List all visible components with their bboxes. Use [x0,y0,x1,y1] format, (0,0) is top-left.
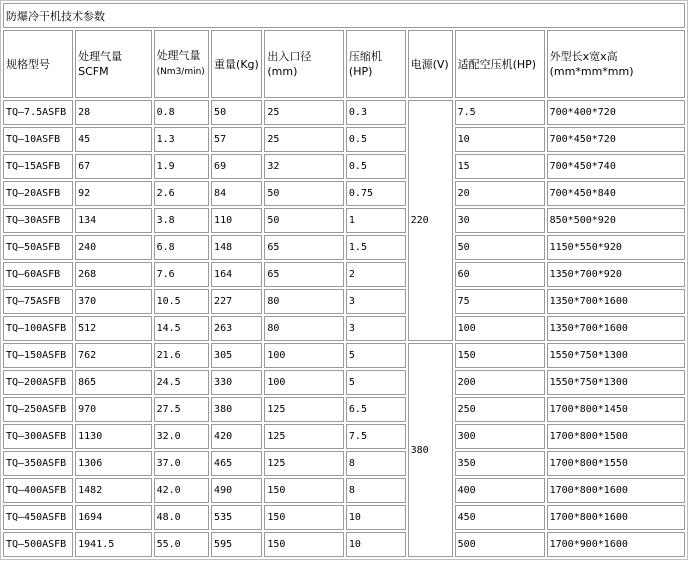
cell-model: TQ—500ASFB [3,532,73,557]
cell-compressor: 3 [346,289,406,314]
cell-compressor: 0.5 [346,154,406,179]
header-flow-scfm [75,30,151,98]
cell-compressor: 8 [346,451,406,476]
cell-compressor: 3 [346,316,406,341]
header-flow-nm3-unit: (Nm3/min) [156,67,205,77]
cell-port-size: 80 [264,316,344,341]
header-flow-nm3-label: 处理气量 [156,49,201,62]
header-flow-scfm-label: 处理气量SCFM [78,50,123,78]
cell-compressor: 5 [346,370,406,395]
cell-flow-scfm: 370 [75,289,151,314]
header-dimensions [547,30,685,98]
cell-model: TQ—300ASFB [3,424,73,449]
cell-flow-nm3: 1.3 [154,127,209,152]
cell-weight: 305 [211,343,262,368]
cell-port-size: 50 [264,208,344,233]
cell-port-size: 125 [264,424,344,449]
cell-flow-scfm: 1306 [75,451,151,476]
cell-air-compressor: 50 [455,235,545,260]
cell-flow-scfm: 1694 [75,505,151,530]
cell-port-size: 65 [264,262,344,287]
cell-compressor: 1 [346,208,406,233]
cell-model: TQ—150ASFB [3,343,73,368]
cell-dimensions: 1700*800*1600 [547,478,685,503]
cell-model: TQ—15ASFB [3,154,73,179]
cell-flow-nm3: 3.8 [154,208,209,233]
cell-flow-nm3: 42.0 [154,478,209,503]
cell-dimensions: 1150*550*920 [547,235,685,260]
table-row [3,127,685,152]
cell-flow-scfm: 92 [75,181,151,206]
cell-compressor: 0.3 [346,100,406,125]
header-row [3,30,685,98]
cell-flow-nm3: 24.5 [154,370,209,395]
cell-model: TQ—250ASFB [3,397,73,422]
cell-weight: 57 [211,127,262,152]
cell-compressor: 0.5 [346,127,406,152]
cell-weight: 535 [211,505,262,530]
cell-dimensions: 700*450*840 [547,181,685,206]
cell-port-size: 80 [264,289,344,314]
cell-port-size: 125 [264,451,344,476]
header-flow-nm3 [154,30,209,98]
cell-dimensions: 850*500*920 [547,208,685,233]
cell-compressor: 8 [346,478,406,503]
cell-flow-nm3: 48.0 [154,505,209,530]
cell-port-size: 150 [264,505,344,530]
cell-weight: 148 [211,235,262,260]
table-row [3,262,685,287]
cell-flow-scfm: 240 [75,235,151,260]
cell-compressor: 10 [346,532,406,557]
table-row [3,100,685,125]
header-port-size [264,30,344,98]
cell-port-size: 50 [264,181,344,206]
table-row [3,370,685,395]
cell-weight: 50 [211,100,262,125]
table-row [3,505,685,530]
cell-flow-nm3: 21.6 [154,343,209,368]
cell-flow-nm3: 32.0 [154,424,209,449]
header-port-size-label: 出入口径(mm) [267,50,312,78]
cell-dimensions: 1550*750*1300 [547,370,685,395]
cell-port-size: 32 [264,154,344,179]
cell-dimensions: 1350*700*1600 [547,289,685,314]
cell-dimensions: 1700*800*1500 [547,424,685,449]
cell-power: 220 [408,100,453,341]
cell-flow-scfm: 28 [75,100,151,125]
cell-dimensions: 700*400*720 [547,100,685,125]
header-model [3,30,73,98]
cell-port-size: 150 [264,532,344,557]
cell-weight: 110 [211,208,262,233]
cell-compressor: 2 [346,262,406,287]
cell-weight: 263 [211,316,262,341]
cell-model: TQ—450ASFB [3,505,73,530]
cell-model: TQ—100ASFB [3,316,73,341]
cell-port-size: 100 [264,343,344,368]
table-row [3,154,685,179]
cell-weight: 420 [211,424,262,449]
cell-dimensions: 1350*700*1600 [547,316,685,341]
cell-flow-scfm: 762 [75,343,151,368]
header-power-label: 电源(V) [410,57,449,71]
cell-weight: 380 [211,397,262,422]
cell-compressor: 5 [346,343,406,368]
cell-flow-nm3: 0.8 [154,100,209,125]
header-compressor-label: 压缩机(HP) [348,50,382,78]
cell-weight: 84 [211,181,262,206]
cell-air-compressor: 20 [455,181,545,206]
cell-port-size: 65 [264,235,344,260]
cell-port-size: 100 [264,370,344,395]
cell-dimensions: 1550*750*1300 [547,343,685,368]
cell-flow-scfm: 134 [75,208,151,233]
cell-flow-scfm: 1130 [75,424,151,449]
cell-power: 380 [408,343,453,557]
cell-model: TQ—10ASFB [3,127,73,152]
cell-flow-scfm: 865 [75,370,151,395]
cell-model: TQ—50ASFB [3,235,73,260]
cell-weight: 330 [211,370,262,395]
cell-weight: 595 [211,532,262,557]
header-dimensions-label: 外型长x宽x高(mm*mm*mm) [549,50,634,78]
cell-dimensions: 1700*800*1450 [547,397,685,422]
cell-flow-scfm: 1482 [75,478,151,503]
header-power [408,30,453,98]
cell-air-compressor: 150 [455,343,545,368]
cell-compressor: 0.75 [346,181,406,206]
table-row [3,451,685,476]
cell-weight: 490 [211,478,262,503]
cell-compressor: 7.5 [346,424,406,449]
cell-model: TQ—7.5ASFB [3,100,73,125]
header-air-compressor [455,30,545,98]
cell-flow-scfm: 512 [75,316,151,341]
cell-model: TQ—350ASFB [3,451,73,476]
table-row [3,397,685,422]
header-compressor [346,30,406,98]
table-row [3,181,685,206]
cell-flow-nm3: 10.5 [154,289,209,314]
cell-air-compressor: 350 [455,451,545,476]
cell-air-compressor: 250 [455,397,545,422]
table-row [3,478,685,503]
cell-air-compressor: 400 [455,478,545,503]
cell-flow-scfm: 1941.5 [75,532,151,557]
table-row [3,343,685,368]
cell-weight: 227 [211,289,262,314]
cell-dimensions: 700*450*740 [547,154,685,179]
cell-flow-nm3: 55.0 [154,532,209,557]
header-model-label: 规格型号 [6,57,50,71]
cell-model: TQ—75ASFB [3,289,73,314]
cell-dimensions: 1700*900*1600 [547,532,685,557]
cell-dimensions: 700*450*720 [547,127,685,152]
table-row [3,208,685,233]
table-row [3,235,685,260]
cell-air-compressor: 75 [455,289,545,314]
cell-model: TQ—400ASFB [3,478,73,503]
cell-compressor: 1.5 [346,235,406,260]
cell-air-compressor: 60 [455,262,545,287]
cell-model: TQ—20ASFB [3,181,73,206]
cell-flow-nm3: 37.0 [154,451,209,476]
cell-port-size: 150 [264,478,344,503]
cell-flow-nm3: 14.5 [154,316,209,341]
cell-air-compressor: 15 [455,154,545,179]
cell-air-compressor: 30 [455,208,545,233]
cell-air-compressor: 500 [455,532,545,557]
header-weight-label: 重量(Kg) [214,57,259,71]
cell-flow-nm3: 6.8 [154,235,209,260]
cell-flow-nm3: 7.6 [154,262,209,287]
table-row [3,289,685,314]
cell-port-size: 25 [264,127,344,152]
table-caption: 防爆冷干机技术参数 [3,3,685,28]
header-air-compressor-label: 适配空压机(HP) [457,57,537,71]
cell-compressor: 10 [346,505,406,530]
cell-air-compressor: 7.5 [455,100,545,125]
cell-port-size: 25 [264,100,344,125]
cell-port-size: 125 [264,397,344,422]
header-weight [211,30,262,98]
cell-air-compressor: 10 [455,127,545,152]
cell-flow-nm3: 1.9 [154,154,209,179]
cell-air-compressor: 100 [455,316,545,341]
cell-air-compressor: 300 [455,424,545,449]
table-row [3,532,685,557]
cell-flow-nm3: 2.6 [154,181,209,206]
cell-model: TQ—200ASFB [3,370,73,395]
cell-compressor: 6.5 [346,397,406,422]
cell-weight: 465 [211,451,262,476]
cell-dimensions: 1700*800*1600 [547,505,685,530]
cell-dimensions: 1700*800*1550 [547,451,685,476]
cell-flow-scfm: 268 [75,262,151,287]
cell-model: TQ—30ASFB [3,208,73,233]
cell-weight: 164 [211,262,262,287]
cell-model: TQ—60ASFB [3,262,73,287]
cell-air-compressor: 450 [455,505,545,530]
table-row [3,316,685,341]
cell-flow-nm3: 27.5 [154,397,209,422]
cell-flow-scfm: 45 [75,127,151,152]
cell-dimensions: 1350*700*920 [547,262,685,287]
cell-flow-scfm: 67 [75,154,151,179]
cell-air-compressor: 200 [455,370,545,395]
cell-weight: 69 [211,154,262,179]
cell-flow-scfm: 970 [75,397,151,422]
table-row [3,424,685,449]
